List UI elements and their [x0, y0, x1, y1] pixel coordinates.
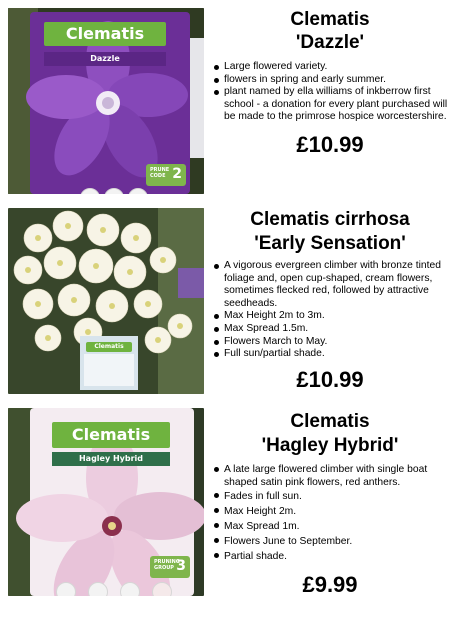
feature-item: A vigorous evergreen climber with bronze tinted foliage and, open cup-shaped, cream flowers, sometimes flecked red, followed by attractive seedheads. [212, 260, 448, 310]
product-price: £10.99 [296, 131, 364, 157]
care-icon [120, 582, 140, 596]
feature-item: Fades in full sun. [212, 489, 448, 504]
product-features [212, 61, 448, 124]
feature-item: Max Height 2m. [212, 504, 448, 519]
prune-code-badge: PRUNE CODE 2 [146, 164, 186, 186]
product-title: Clematis 'Hagley Hybrid' [261, 411, 399, 456]
product-photo-dazzle [8, 8, 204, 194]
feature-item: Full sun/partial shade. [212, 348, 448, 361]
early-sensation-plant-photo [8, 208, 204, 394]
product-title: Clematis cirrhosa 'Early Sensation' [250, 209, 410, 254]
feature-item: flowers in spring and early summer. [212, 74, 448, 87]
feature-item: A late large flowered climber with single boat shaped satin pink flowers, red anthers. [212, 463, 448, 489]
feature-item: plant named by ella williams of inkberrow first school - a donation for every plant purchased will be made to the primrose hospice worcestershire. [212, 86, 448, 124]
care-icon [88, 582, 108, 596]
care-icon [56, 582, 76, 596]
product-price: £9.99 [302, 572, 358, 597]
product-title: Clematis 'Dazzle' [290, 9, 370, 53]
product-features [212, 260, 448, 361]
product-info-dazzle [212, 8, 448, 158]
tag-variety-label: Dazzle [44, 52, 166, 66]
feature-item: Max Height 2m to 3m. [212, 310, 448, 323]
tag-brand-label: Clematis [44, 22, 166, 46]
tag-brand-label: Clematis [86, 342, 132, 352]
tag-variety-label: Hagley Hybrid [52, 452, 170, 466]
product-price: £10.99 [296, 366, 364, 392]
feature-item: Flowers June to September. [212, 534, 448, 549]
feature-item: Max Spread 1.5m. [212, 323, 448, 336]
feature-item: Partial shade. [212, 549, 448, 564]
tag-brand-label: Clematis [52, 422, 170, 448]
product-photo-hagley-hybrid [8, 408, 204, 596]
feature-item: Flowers March to May. [212, 336, 448, 349]
product-info-early-sensation [212, 208, 448, 393]
feature-item: Large flowered variety. [212, 61, 448, 74]
pruning-group-badge: PRUNING GROUP 3 [150, 556, 190, 578]
feature-item: Max Spread 1m. [212, 519, 448, 534]
product-info-hagley-hybrid [212, 410, 448, 598]
product-features [212, 463, 448, 564]
uk-flag-icon [152, 582, 172, 596]
product-photo-early-sensation [8, 208, 204, 394]
